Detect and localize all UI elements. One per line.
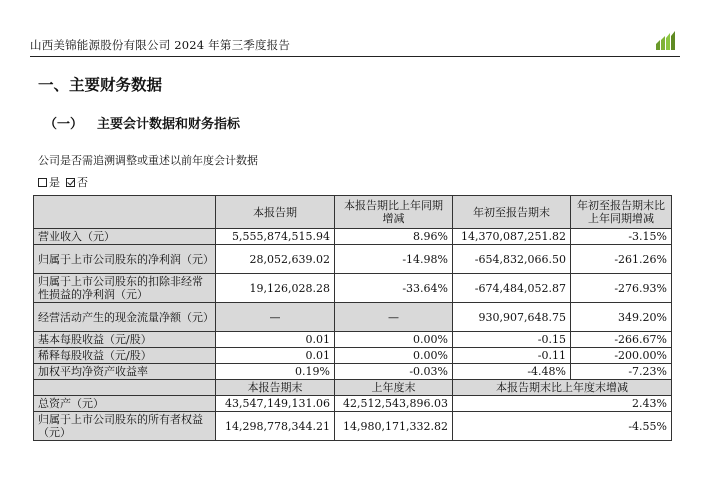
table-cell: -4.48%: [453, 364, 571, 380]
table-cell: —: [335, 303, 453, 332]
header-cell: [34, 380, 216, 396]
row-label: 归属于上市公司股东的所有者权益（元）: [34, 412, 216, 441]
yes-checkbox[interactable]: [38, 178, 47, 187]
table-cell: 42,512,543,896.03: [335, 396, 453, 412]
table-cell: -674,484,052.87: [453, 274, 571, 303]
table-header-row: [34, 196, 672, 229]
table-row: [34, 348, 672, 364]
table-cell: -266.67%: [571, 332, 672, 348]
row-label: 加权平均净资产收益率: [34, 364, 216, 380]
table-cell: -7.23%: [571, 364, 672, 380]
no-label: 否: [77, 176, 88, 189]
header-cell: 本报告期: [216, 196, 335, 229]
table-cell: 43,547,149,131.06: [216, 396, 335, 412]
table-cell: 2.43%: [453, 396, 672, 412]
header-cell: 年初至报告期末: [453, 196, 571, 229]
table-cell: 0.00%: [335, 332, 453, 348]
header-cell: 本报告期末比上年度末增减: [453, 380, 672, 396]
row-label: 归属于上市公司股东的净利润（元）: [34, 245, 216, 274]
table-subheader-row: [34, 380, 672, 396]
restatement-note: 公司是否需追溯调整或重述以前年度会计数据: [38, 154, 258, 167]
yes-label: 是: [49, 176, 60, 189]
subsection-number: （一）: [44, 117, 84, 132]
row-label: 经营活动产生的现金流量净额（元）: [34, 303, 216, 332]
table-cell: 28,052,639.02: [216, 245, 335, 274]
table-cell: -276.93%: [571, 274, 672, 303]
row-label: 归属于上市公司股东的扣除非经常性损益的净利润（元）: [34, 274, 216, 303]
table-cell: —: [216, 303, 335, 332]
row-label: 总资产（元）: [34, 396, 216, 412]
table-cell: 14,298,778,344.21: [216, 412, 335, 441]
header-cell: 上年度末: [335, 380, 453, 396]
table-row: [34, 245, 672, 274]
header-cell: 本报告期末: [216, 380, 335, 396]
table-cell: 5,555,874,515.94: [216, 229, 335, 245]
table-cell: -33.64%: [335, 274, 453, 303]
report-title: 山西美锦能源股份有限公司 2024 年第三季度报告: [30, 38, 291, 52]
table-cell: 0.01: [216, 348, 335, 364]
table-cell: -3.15%: [571, 229, 672, 245]
page-header: [30, 36, 680, 57]
subsection-title: [44, 113, 240, 132]
financial-data-table: [33, 195, 672, 441]
subsection-label: 主要会计数据和财务指标: [97, 117, 241, 132]
table-cell: 0.00%: [335, 348, 453, 364]
no-checkbox[interactable]: [66, 178, 75, 187]
table-cell: 19,126,028.28: [216, 274, 335, 303]
table-row: [34, 303, 672, 332]
table-cell: -261.26%: [571, 245, 672, 274]
table-cell: 0.01: [216, 332, 335, 348]
company-logo-icon: [654, 30, 678, 52]
header-cell: 本报告期比上年同期增减: [335, 196, 453, 229]
table-cell: -0.11: [453, 348, 571, 364]
row-label: 基本每股收益（元/股）: [34, 332, 216, 348]
table-cell: -4.55%: [453, 412, 672, 441]
table-cell: -654,832,066.50: [453, 245, 571, 274]
row-label: 营业收入（元）: [34, 229, 216, 245]
table-row: [34, 274, 672, 303]
table-cell: 0.19%: [216, 364, 335, 380]
table-row: [34, 364, 672, 380]
section-title: 一、主要财务数据: [38, 76, 163, 94]
table-cell: -0.03%: [335, 364, 453, 380]
header-cell: 年初至报告期末比上年同期增减: [571, 196, 672, 229]
table-cell: 14,370,087,251.82: [453, 229, 571, 245]
restatement-options: [38, 174, 94, 190]
table-cell: 14,980,171,332.82: [335, 412, 453, 441]
table-cell: -14.98%: [335, 245, 453, 274]
table-cell: -200.00%: [571, 348, 672, 364]
table-row: [34, 412, 672, 441]
table-cell: 930,907,648.75: [453, 303, 571, 332]
table-cell: -0.15: [453, 332, 571, 348]
header-cell: [34, 196, 216, 229]
table-row: [34, 332, 672, 348]
table-row: [34, 229, 672, 245]
table-cell: 349.20%: [571, 303, 672, 332]
table-cell: 8.96%: [335, 229, 453, 245]
table-row: [34, 396, 672, 412]
row-label: 稀释每股收益（元/股）: [34, 348, 216, 364]
